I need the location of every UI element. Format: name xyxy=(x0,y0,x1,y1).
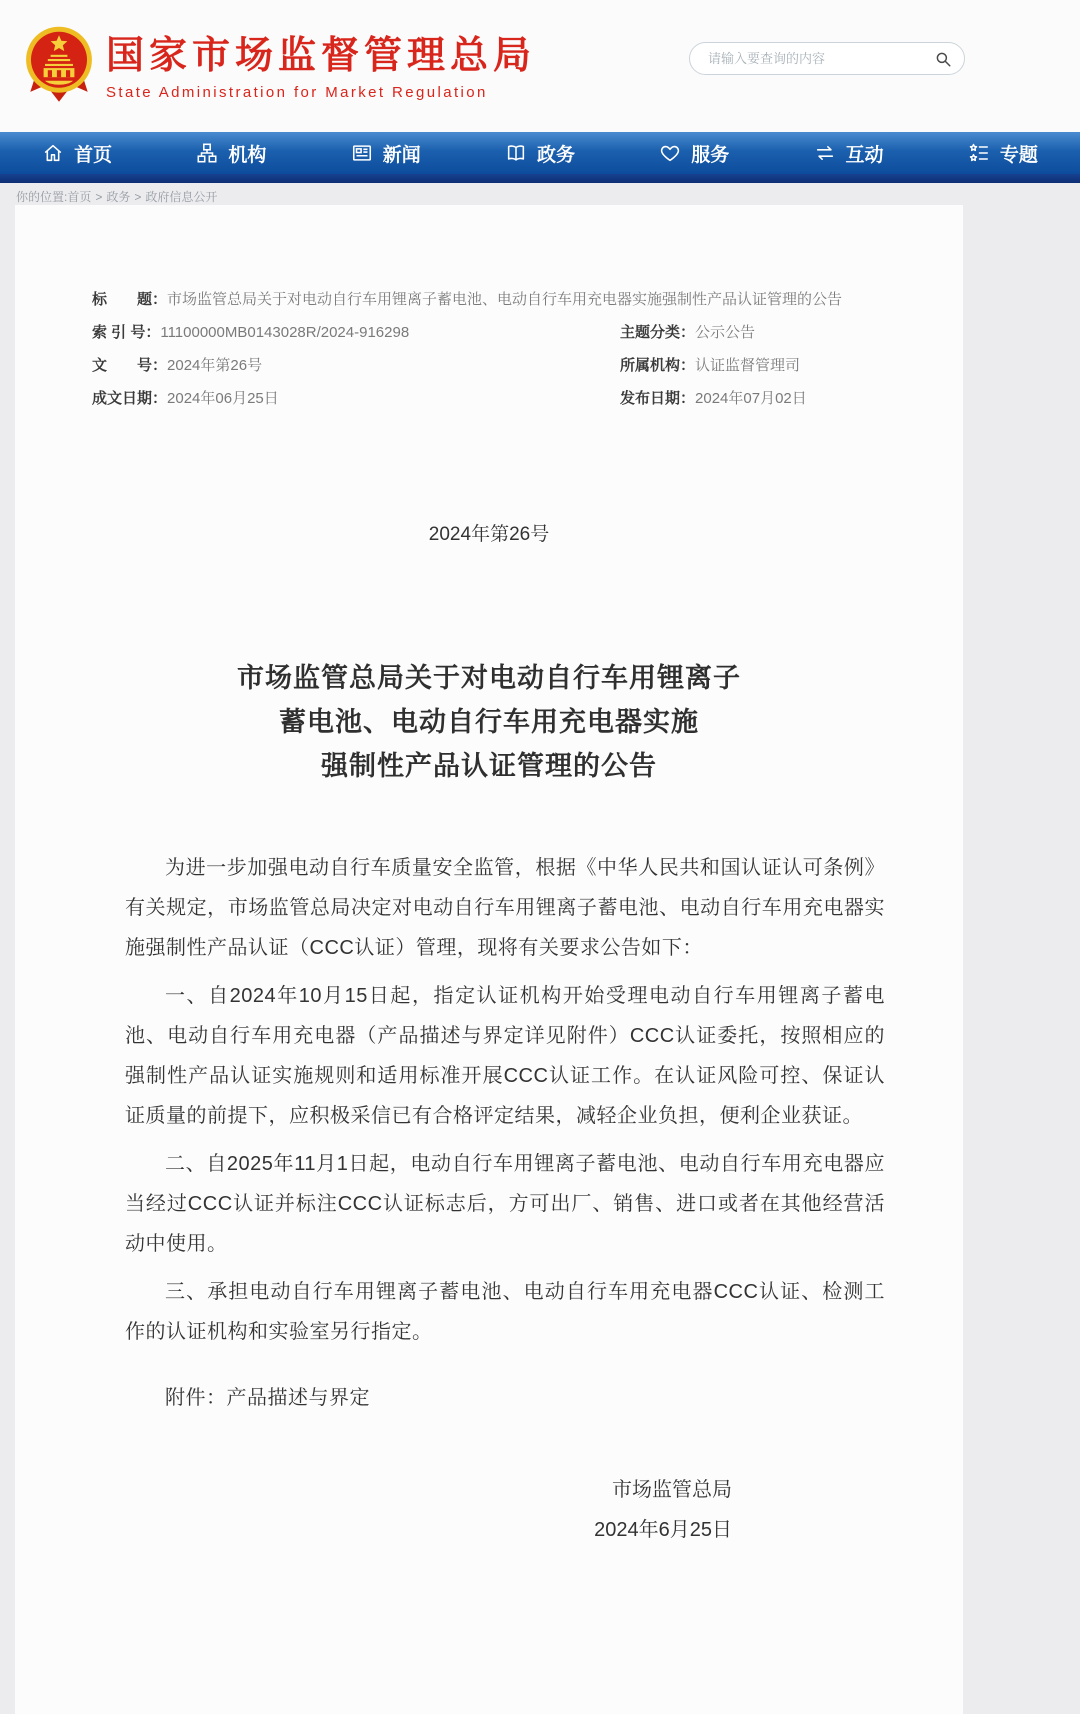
meta-row-docno xyxy=(92,349,903,382)
nav-label: 机构 xyxy=(228,144,267,166)
nav-item-org[interactable] xyxy=(154,132,308,174)
body-paragraph: 一、自2024年10月15日起，指定认证机构开始受理电动自行车用锂离子蓄电池、电动自行车用充电器（产品描述与界定详见附件）CCC认证委托，按照相应的强制性产品认证实施规则和适用标准开展CCC认证工作。在认证风险可控、保证认证质量的前提下，应积极采信已有合格评定结果，减轻企业负担，便利企业获证。 xyxy=(125,985,885,1127)
main-nav xyxy=(0,132,1080,174)
body-paragraph: 为进一步加强电动自行车质量安全监管，根据《中华人民共和国认证认可条例》有关规定，市场监管总局决定对电动自行车用锂离子蓄电池、电动自行车用充电器实施强制性产品认证（CCC认证）管理，现将有关要求公告如下： xyxy=(125,857,885,959)
site-subtitle: State Administration for Market Regulation xyxy=(106,84,488,101)
breadcrumb-prefix: 你的位置: xyxy=(16,190,68,204)
nav-label: 首页 xyxy=(74,144,113,166)
breadcrumb-link-home[interactable]: 首页 xyxy=(67,190,92,204)
meta-label: 成文日期： xyxy=(92,390,168,407)
nav-label: 专题 xyxy=(999,144,1038,166)
search-box[interactable] xyxy=(689,42,965,75)
search-icon xyxy=(934,50,952,68)
document-title-line: 蓄电池、电动自行车用充电器实施 xyxy=(279,707,699,737)
meta-label: 所属机构： xyxy=(620,357,696,374)
document-number: 2024年第26号 xyxy=(428,524,550,545)
meta-row-index xyxy=(92,316,903,349)
breadcrumb-separator: > xyxy=(95,190,103,204)
attachment-line: 附件：产品描述与界定 xyxy=(165,1387,370,1409)
signature-block xyxy=(125,1470,885,1550)
service-heart-icon xyxy=(659,142,681,164)
meta-row-dates xyxy=(92,382,903,415)
nav-label: 互动 xyxy=(845,144,884,166)
breadcrumb-link-info[interactable]: 政府信息公开 xyxy=(145,190,218,204)
meta-value: 认证监督管理司 xyxy=(695,357,801,374)
meta-value: 11100000MB0143028R/2024-916298 xyxy=(160,324,410,341)
nav-item-service[interactable] xyxy=(617,132,771,174)
gov-icon xyxy=(505,142,527,164)
meta-label: 文 号： xyxy=(92,357,168,374)
interact-arrows-icon xyxy=(814,142,836,164)
site-logo xyxy=(24,24,536,108)
document-title xyxy=(15,656,963,788)
document-title-line: 强制性产品认证管理的公告 xyxy=(321,751,657,781)
home-icon xyxy=(42,142,64,164)
document-title-line: 市场监管总局关于对电动自行车用锂离子 xyxy=(237,663,741,693)
document-body xyxy=(15,848,963,1550)
topics-star-list-icon xyxy=(968,142,990,164)
meta-value: 2024年第26号 xyxy=(167,357,263,374)
nav-bottom-strip xyxy=(0,174,1080,183)
breadcrumb-link-gov[interactable]: 政务 xyxy=(106,190,131,204)
meta-value: 公示公告 xyxy=(695,324,756,341)
nav-item-interact[interactable] xyxy=(771,132,925,174)
site-title: 国家市场监督管理总局 xyxy=(106,35,537,77)
meta-label: 索 引 号： xyxy=(92,324,161,341)
breadcrumb xyxy=(0,183,1080,205)
nav-item-home[interactable] xyxy=(0,132,154,174)
meta-value: 2024年06月25日 xyxy=(167,390,279,407)
meta-value: 2024年07月02日 xyxy=(695,390,807,407)
org-icon xyxy=(196,142,218,164)
body-paragraph: 三、承担电动自行车用锂离子蓄电池、电动自行车用充电器CCC认证、检测工作的认证机构和实验室另行指定。 xyxy=(125,1281,885,1343)
search-button[interactable] xyxy=(934,50,952,68)
sign-date: 2024年6月25日 xyxy=(594,1519,732,1541)
meta-value: 市场监管总局关于对电动自行车用锂离子蓄电池、电动自行车用充电器实施强制性产品认证管理的公告 xyxy=(167,291,843,308)
nav-item-news[interactable] xyxy=(309,132,463,174)
nav-label: 服务 xyxy=(691,144,730,166)
national-emblem-icon xyxy=(24,24,94,108)
content-card xyxy=(15,205,963,1714)
site-header xyxy=(0,0,1080,132)
nav-label: 政务 xyxy=(536,144,575,166)
meta-row-title xyxy=(92,283,903,316)
document-meta xyxy=(15,205,963,415)
signer-name: 市场监管总局 xyxy=(612,1479,732,1501)
search-input[interactable] xyxy=(706,50,934,67)
meta-label: 标 题： xyxy=(92,291,168,308)
nav-item-gov[interactable] xyxy=(463,132,617,174)
meta-label: 主题分类： xyxy=(620,324,696,341)
news-icon xyxy=(351,142,373,164)
meta-label: 发布日期： xyxy=(620,390,696,407)
nav-label: 新闻 xyxy=(382,144,421,166)
nav-item-topics[interactable] xyxy=(926,132,1080,174)
body-paragraph: 二、自2025年11月1日起，电动自行车用锂离子蓄电池、电动自行车用充电器应当经过CCC认证并标注CCC认证标志后，方可出厂、销售、进口或者在其他经营活动中使用。 xyxy=(125,1153,885,1255)
breadcrumb-separator: > xyxy=(134,190,142,204)
